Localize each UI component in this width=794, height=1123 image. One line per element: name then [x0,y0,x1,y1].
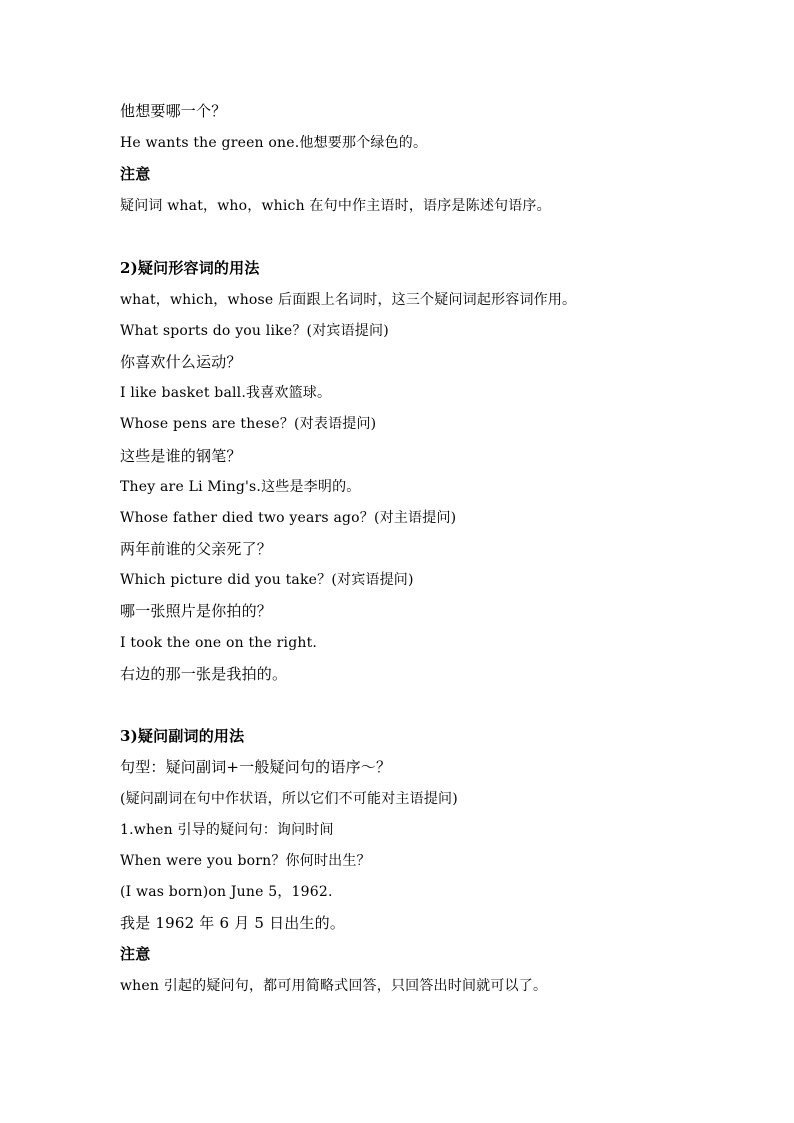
text-line: I like basket ball.我喜欢篮球。 [120,385,332,401]
text-line: 这些是谁的钢笔？ [120,447,242,465]
text-line: He wants the green one.他想要那个绿色的。 [120,135,428,151]
section-heading: 3)疑问副词的用法 [120,727,245,745]
text-line: 右边的那一张是我拍的。 [120,665,288,683]
text-line: 两年前谁的父亲死了？ [120,540,273,558]
text-line: what，which，whose 后面跟上名词时，这三个疑问词起形容词作用。 [120,292,577,308]
section-heading: 2)疑问形容词的用法 [120,259,260,277]
text-line: Which picture did you take？(对宾语提问) [120,572,414,588]
text-line: (I was born)on June 5，1962. [120,884,333,900]
text-line: 1.when 引导的疑问句：询问时间 [120,822,334,838]
text-line: 你喜欢什么运动？ [120,353,242,371]
text-line: 我是 1962 年 6 月 5 日出生的。 [120,914,346,932]
text-line: 疑问词 what，who，which 在句中作主语时，语序是陈述句语序。 [120,198,551,214]
text-line: 句型：疑问副词+一般疑问句的语序～？ [120,758,392,776]
text-line: I took the one on the right. [120,635,318,651]
note-heading: 注意 [120,945,151,963]
text-line: What sports do you like？(对宾语提问) [120,323,389,339]
text-line: 哪一张照片是你拍的？ [120,602,273,620]
note-heading: 注意 [120,165,151,183]
text-line: They are Li Ming's.这些是李明的。 [120,479,361,495]
text-line: Whose pens are these？(对表语提问) [120,416,377,432]
text-line: (疑问副词在句中作状语，所以它们不可能对主语提问) [120,791,458,807]
text-line: Whose father died two years ago？(对主语提问) [120,510,457,526]
text-line: 他想要哪一个？ [120,102,227,120]
text-line: when 引起的疑问句，都可用简略式回答，只回答出时间就可以了。 [120,978,548,994]
text-line: When were you born？你何时出生？ [120,853,371,869]
